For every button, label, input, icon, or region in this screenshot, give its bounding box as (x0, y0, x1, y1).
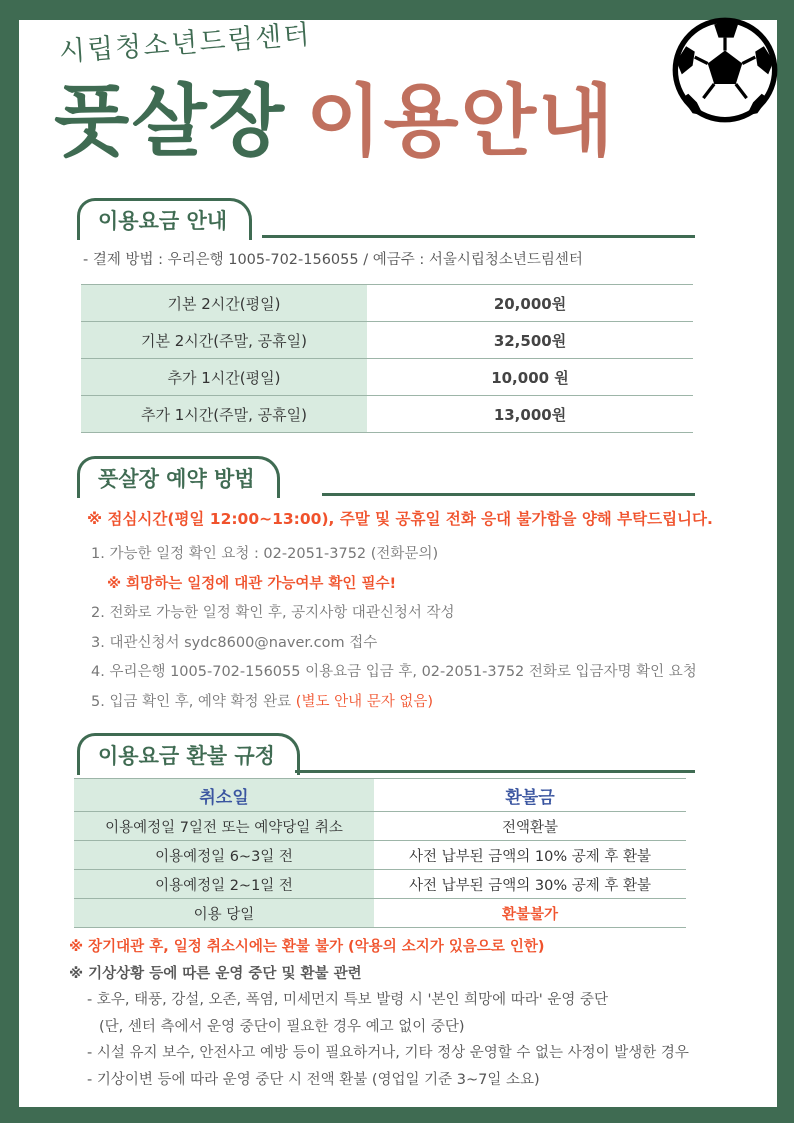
weather-bullet-1b: (단, 센터 측에서 운영 중단이 필요한 경우 예고 없이 중단) (99, 1018, 465, 1035)
fees-section-header (77, 198, 695, 240)
refund-when: 이용예정일 6~3일 전 (74, 841, 374, 870)
fee-price: 10,000 원 (367, 359, 693, 396)
reservation-steps (91, 542, 697, 720)
lunch-notice: ※ 점심시간(평일 12:00~13:00), 주말 및 공휴일 전화 응대 불가함을 양해 부탁드립니다. (87, 510, 713, 528)
fee-price: 32,500원 (367, 322, 693, 359)
table-row (74, 899, 686, 928)
col-cancel-day: 취소일 (74, 779, 374, 812)
refund-section-header (77, 733, 695, 775)
refund-amount: 전액환불 (374, 812, 686, 841)
refund-amount: 사전 납부된 금액의 30% 공제 후 환불 (374, 870, 686, 899)
table-row (74, 870, 686, 899)
fee-label: 기본 2시간(주말, 공휴일) (81, 322, 367, 359)
refund-table (74, 778, 686, 928)
step-1: 1. 가능한 일정 확인 요청 : 02-2051-3752 (전화문의) (91, 546, 439, 562)
refund-amount: 사전 납부된 금액의 10% 공제 후 환불 (374, 841, 686, 870)
title-accent: 이용안내 (306, 77, 616, 167)
refund-amount: 환불불가 (374, 899, 686, 928)
weather-bullet-3: - 기상이변 등에 따라 운영 중단 시 전액 환불 (영업일 기준 3~7일 소요) (87, 1071, 540, 1088)
page-title (54, 72, 615, 172)
fee-table (81, 284, 693, 433)
payment-info: - 결제 방법 : 우리은행 1005-702-156055 / 예금주 : 서울시립청소년드림센터 (83, 252, 583, 268)
refund-when: 이용예정일 7일전 또는 예약당일 취소 (74, 812, 374, 841)
table-row (81, 322, 693, 359)
fee-price: 13,000원 (367, 396, 693, 433)
refund-heading: 이용요금 환불 규정 (77, 733, 300, 775)
weather-bullet-2: - 시설 유지 보수, 안전사고 예방 등이 필요하거나, 기타 정상 운영할 수 없는 사정이 발생한 경우 (87, 1045, 689, 1061)
step-5-text: 5. 입금 확인 후, 예약 확정 완료 (91, 693, 292, 710)
step-3: 3. 대관신청서 sydc8600@naver.com 접수 (91, 634, 378, 651)
soccer-ball-icon (671, 16, 779, 124)
refund-notes (69, 935, 689, 1094)
step-5 (91, 690, 697, 720)
refund-when: 이용예정일 2~1일 전 (74, 870, 374, 899)
fee-label: 추가 1시간(주말, 공휴일) (81, 396, 367, 433)
col-refund-amount: 환불금 (374, 779, 686, 812)
flyer-sheet (19, 20, 777, 1107)
table-header-row (74, 779, 686, 812)
section-divider (262, 235, 695, 238)
refund-when: 이용 당일 (74, 899, 374, 928)
reservation-heading: 풋살장 예약 방법 (77, 456, 280, 498)
section-divider (322, 493, 695, 496)
fee-label: 기본 2시간(평일) (81, 285, 367, 322)
fee-price: 20,000원 (367, 285, 693, 322)
step-1-note: ※ 희망하는 일정에 대관 가능여부 확인 필수! (107, 575, 397, 592)
section-divider (295, 770, 695, 773)
step-4: 4. 우리은행 1005-702-156055 이용요금 입금 후, 02-2051-3752 전화로 입금자명 확인 요청 (91, 664, 697, 681)
title-main: 풋살장 (54, 77, 287, 167)
long-term-note: ※ 장기대관 후, 일정 취소시에는 환불 불가 (악용의 소지가 있음으로 인한) (69, 939, 545, 955)
table-row (74, 812, 686, 841)
step-5-note: (별도 안내 문자 없음) (295, 693, 433, 710)
step-2: 2. 전화로 가능한 일정 확인 후, 공지사항 대관신청서 작성 (91, 605, 455, 622)
table-row (74, 841, 686, 870)
center-name: 시립청소년드림센터 (58, 19, 313, 68)
fees-heading: 이용요금 안내 (77, 198, 252, 240)
fee-label: 추가 1시간(평일) (81, 359, 367, 396)
table-row (81, 359, 693, 396)
weather-note: ※ 기상상황 등에 따른 운영 중단 및 환불 관련 (69, 965, 362, 982)
table-row (81, 396, 693, 433)
weather-bullet-1: - 호우, 태풍, 강설, 오존, 폭염, 미세먼지 특보 발령 시 '본인 희망에 따라' 운영 중단 (87, 992, 608, 1008)
reservation-section-header (77, 456, 695, 498)
table-row (81, 285, 693, 322)
